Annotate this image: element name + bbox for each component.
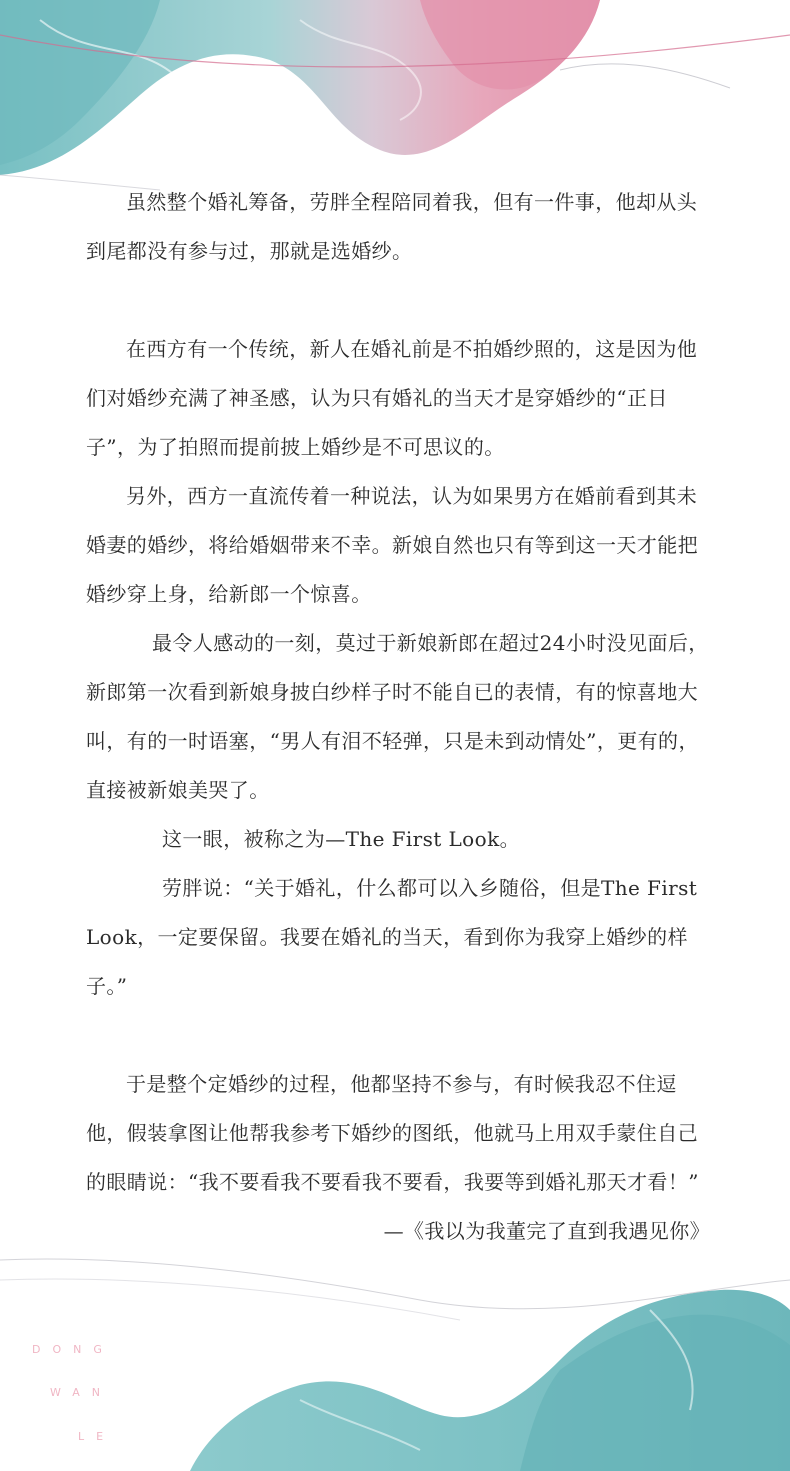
paragraph-2: 在西方有一个传统，新人在婚礼前是不拍婚纱照的，这是因为他们对婚纱充满了神圣感，认为只有婚礼的当天才是穿婚纱的“正日子”，为了拍照而提前披上婚纱是不可思议的。: [86, 337, 698, 459]
paragraph-7: 于是整个定婚纱的过程，他都坚持不参与，有时候我忍不住逗他，假装拿图让他帮我参考下婚纱的图纸，他就马上用双手蒙住自己的眼睛说：“我不要看我不要看我不要看，我要等到婚礼那天才看！”: [86, 1072, 699, 1194]
paragraph-5: 这一眼，被称之为—The First Look。: [162, 827, 520, 851]
paragraph-3: 另外，西方一直流传着一种说法，认为如果男方在婚前看到其未婚妻的婚纱，将给婚姻带来不幸。新娘自然也只有等到这一天才能把婚纱穿上身，给新郎一个惊喜。: [86, 484, 698, 606]
brand-line-2: WAN: [50, 1386, 113, 1399]
paragraph-4: 最令人感动的一刻，莫过于新娘新郎在超过24小时没见面后，新郎第一次看到新娘身披白纱样子时不能自已的表情，有的惊喜地大叫，有的一时语塞，“男人有泪不轻弹，只是未到动情处”，更有的，直接被新娘美哭了。: [86, 631, 709, 802]
article-body: [86, 178, 710, 1256]
paragraph-6: 劳胖说：“关于婚礼，什么都可以入乡随俗，但是The First Look，一定要保留。我要在婚礼的当天，看到你为我穿上婚纱的样子。”: [86, 876, 698, 998]
brand-line-3: LE: [78, 1430, 116, 1443]
top-marble-decoration: [0, 0, 790, 200]
paragraph-1: 虽然整个婚礼筹备，劳胖全程陪同着我，但有一件事，他却从头到尾都没有参与过，那就是选婚纱。: [86, 190, 698, 263]
source-citation: —《我以为我董完了直到我遇见你》: [383, 1219, 710, 1243]
bottom-marble-decoration: [0, 1250, 790, 1471]
brand-line-1: DONG: [32, 1343, 114, 1356]
